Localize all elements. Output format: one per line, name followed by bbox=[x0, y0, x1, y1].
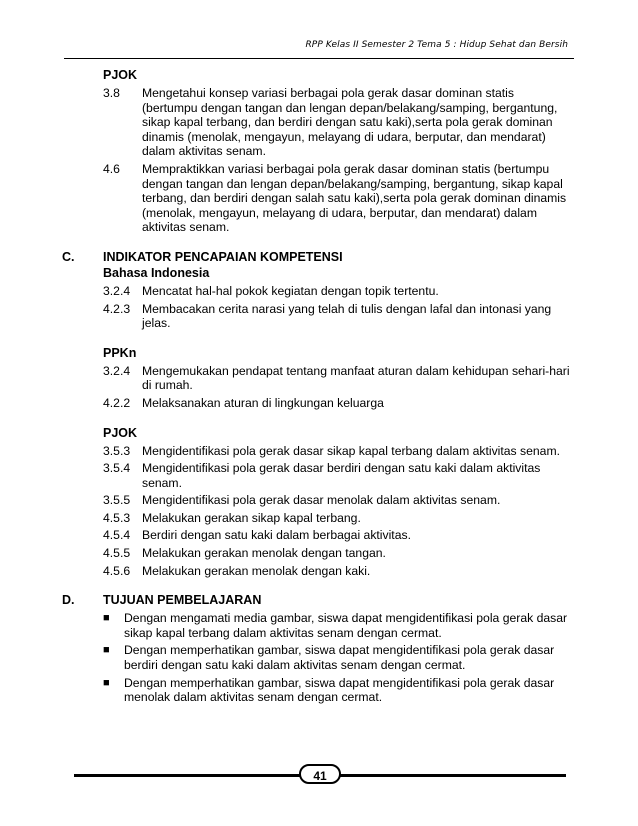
list-item bbox=[103, 546, 572, 561]
item-text: Melakukan gerakan menolak dengan kaki. bbox=[142, 563, 371, 578]
item-number: 3.2.4 bbox=[103, 283, 131, 298]
item-text: Mengidentifikasi pola gerak dasar menolak dalam aktivitas senam. bbox=[142, 493, 501, 508]
page-number: 41 bbox=[299, 764, 341, 784]
list-item bbox=[103, 493, 572, 508]
bullet-text: Dengan memperhatikan gambar, siswa dapat mengidentifikasi pola gerak dasar berdiri dengan satu kaki dalam aktivitas senam dengan cermat. bbox=[124, 643, 555, 673]
item-number: 3.5.5 bbox=[103, 493, 131, 508]
item-text: Melakukan gerakan menolak dengan tangan. bbox=[142, 546, 386, 561]
item-number: 3.2.4 bbox=[103, 363, 131, 378]
item-text: Mengetahui konsep variasi berbagai pola gerak dasar dominan statis (bertumpu dengan tangan dan lengan depan/belakang/samping, bergantung, sikap kapal terbang, dan berdiri dengan satu kaki),serta pola gerak dominan dinamis (menolak, mengayun, melayang di udara, berputar, dan mendarat) dalam aktivitas senam. bbox=[142, 86, 558, 159]
list-item bbox=[103, 511, 572, 526]
item-number: 4.2.3 bbox=[103, 301, 131, 316]
item-text: Mempraktikkan variasi berbagai pola gerak dasar dominan statis (bertumpu dengan tangan dan lengan depan/belakang/samping, bergantung, sikap kapal terbang, dan berdiri dengan salah satu kaki),serta pola gerak dominan dinamis (menolak, mengayun, melayang di udara, berputar, dan mendarat) dalam aktivitas senam. bbox=[142, 161, 567, 235]
item-text: Berdiri dengan satu kaki dalam berbagai aktivitas. bbox=[142, 528, 411, 543]
bullet-text: Dengan mengamati media gambar, siswa dapat mengidentifikasi pola gerak dasar sikap kapal terbang dalam aktivitas senam dengan cermat. bbox=[124, 611, 568, 640]
list-item bbox=[103, 284, 572, 299]
item-number: 4.5.6 bbox=[103, 563, 131, 578]
section-d-heading bbox=[62, 592, 572, 608]
list-item bbox=[103, 461, 572, 490]
item-number: 4.5.3 bbox=[103, 510, 131, 525]
pjok-title: PJOK bbox=[103, 425, 138, 440]
list-item bbox=[103, 676, 572, 705]
section-title: INDIKATOR PENCAPAIAN KOMPETENSI bbox=[103, 249, 343, 264]
list-item bbox=[103, 564, 572, 579]
footer-rule-left bbox=[74, 774, 300, 777]
section-title: TUJUAN PEMBELAJARAN bbox=[103, 593, 262, 608]
square-bullet-icon: ■ bbox=[103, 644, 110, 657]
item-text: Mengidentifikasi pola gerak dasar sikap kapal terbang dalam aktivitas senam. bbox=[142, 443, 560, 458]
list-item bbox=[103, 396, 572, 411]
item-number: 4.5.5 bbox=[103, 546, 131, 561]
list-item bbox=[103, 444, 572, 459]
item-number: 3.5.4 bbox=[103, 461, 131, 476]
list-item bbox=[103, 528, 572, 543]
item-text: Membacakan cerita narasi yang telah di tulis dengan lafal dan intonasi yang jelas. bbox=[142, 301, 552, 331]
ppkn-title: PPKn bbox=[103, 345, 137, 360]
item-text: Mencatat hal-hal pokok kegiatan dengan topik tertentu. bbox=[142, 283, 439, 298]
item-number: 4.2.2 bbox=[103, 395, 131, 410]
item-text: Melakukan gerakan sikap kapal terbang. bbox=[142, 510, 361, 525]
item-text: Mengemukakan pendapat tentang manfaat aturan dalam kehidupan sehari-hari di rumah. bbox=[142, 363, 570, 393]
list-item bbox=[103, 162, 572, 235]
item-number: 3.8 bbox=[103, 86, 120, 100]
list-item bbox=[103, 611, 572, 640]
list-item bbox=[103, 302, 572, 331]
section-c-heading bbox=[62, 249, 572, 265]
bahasa-title: Bahasa Indonesia bbox=[103, 265, 210, 280]
page-content bbox=[62, 67, 572, 705]
section-letter: D. bbox=[62, 593, 75, 608]
item-number: 3.5.3 bbox=[103, 443, 131, 458]
bullet-text: Dengan memperhatikan gambar, siswa dapat mengidentifikasi pola gerak dasar menolak dalam aktivitas senam dengan cermat. bbox=[124, 675, 555, 705]
list-item bbox=[103, 86, 572, 159]
square-bullet-icon: ■ bbox=[103, 676, 110, 689]
footer-rule-right bbox=[340, 774, 566, 777]
header-rule bbox=[64, 58, 574, 59]
item-number: 4.5.4 bbox=[103, 528, 131, 543]
list-item bbox=[103, 643, 572, 672]
square-bullet-icon: ■ bbox=[103, 612, 110, 625]
section-letter: C. bbox=[62, 249, 75, 264]
list-item bbox=[103, 364, 572, 393]
pjok-top-title: PJOK bbox=[103, 68, 138, 82]
running-header: RPP Kelas II Semester 2 Tema 5 : Hidup Sehat dan Bersih bbox=[305, 40, 568, 50]
item-text: Melaksanakan aturan di lingkungan keluarga bbox=[142, 395, 384, 410]
item-number: 4.6 bbox=[103, 161, 120, 176]
item-text: Mengidentifikasi pola gerak dasar berdiri dengan satu kaki dalam aktivitas senam. bbox=[142, 461, 541, 490]
